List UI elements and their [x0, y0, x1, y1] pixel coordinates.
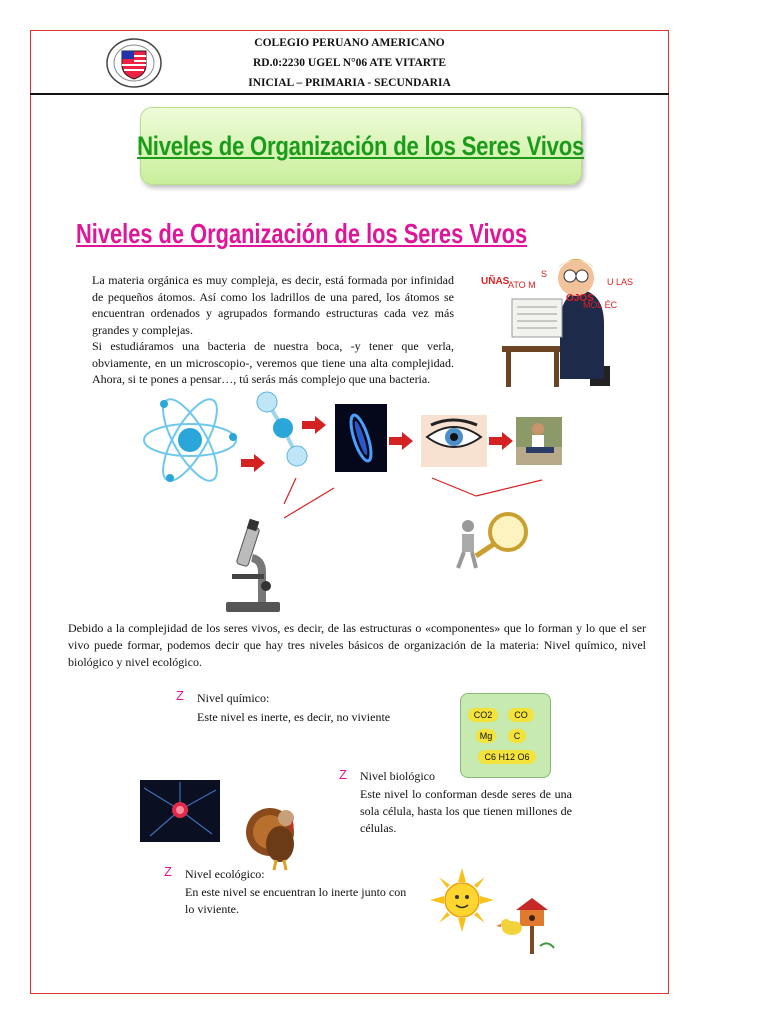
banner-title: Niveles de Organización de los Seres Vivos — [137, 130, 585, 161]
school-levels: INICIAL – PRIMARIA - SECUNDARIA — [248, 77, 451, 89]
section-title: Niveles de Organización de los Seres Vivos — [76, 218, 528, 249]
atom-icon — [140, 392, 240, 488]
reader-label-s: S — [541, 269, 548, 279]
body-paragraph: Debido a la complejidad de los seres vivos, es decir, de las estructuras o «componentes» que lo forman y lo que el ser vivo puede formar, podemos decir que hay tres niveles básicos de organización de la materia: Nivel químico, nivel biológico y nivel ecológico. — [68, 621, 646, 669]
reader-label-ojos: OJOS — [566, 293, 594, 304]
arrow-icon — [489, 432, 513, 450]
header-divider — [30, 93, 669, 95]
chem-label: C6 H12 O6 — [478, 750, 536, 764]
eye-icon — [421, 415, 487, 467]
bullet-icon: Z — [339, 767, 347, 782]
intro-paragraph-2: Si estudiáramos una bacteria de nuestra boca, -y tener que verla, obviamente, en un microscopio-, veremos que tiene una alta complejidad. Ahora, si te pones a pensar…, tú serás más complejo que una bacteria. — [92, 339, 454, 386]
turkey-illustration — [244, 792, 304, 872]
chemical-compounds-card — [460, 693, 551, 778]
bullet-icon: Z — [176, 688, 184, 703]
chemical-level-title: Nivel químico: — [197, 691, 270, 705]
chem-label: CO2 — [468, 708, 498, 722]
chem-label: CO — [508, 708, 534, 722]
school-name: COLEGIO PERUANO AMERICANO — [254, 37, 445, 49]
arrow-icon — [302, 416, 326, 434]
chem-label: C — [508, 729, 526, 743]
magnifying-glass-figure-icon — [446, 512, 532, 572]
man-reading-newspaper-illustration — [472, 244, 648, 389]
chem-label: Mg — [476, 729, 496, 743]
microscope-icon — [222, 518, 286, 614]
reader-label-atom: ATO M — [508, 280, 536, 290]
biological-level-text: Este nivel lo conforman desde seres de una sola célula, hasta los que tienen millones de células. — [360, 787, 572, 835]
birdhouse-illustration — [496, 896, 560, 956]
sun-illustration — [430, 868, 494, 932]
person-sitting-photo — [516, 417, 562, 465]
reader-label-unas: UÑAS — [481, 276, 510, 287]
ecological-level-text: En este nivel se encuentran lo inerte junto con lo viviente. — [185, 885, 407, 916]
chemical-level-text: Este nivel es inerte, es decir, no viviente — [197, 710, 391, 724]
neuron-photo — [140, 780, 220, 842]
intro-paragraph-1: La materia orgánica es muy compleja, es decir, está formada por infinidad de pequeños átomos. Así como los ladrillos de una pared, los átomos se encuentran ordenados y agrupados formando estructuras cada vez más grandes y complejas. — [92, 273, 454, 337]
biological-level-title: Nivel biológico — [360, 769, 435, 783]
school-resolution: RD.0:2230 UGEL N°06 ATE VITARTE — [252, 57, 447, 69]
reader-label-molec: MOL ÉC — [583, 300, 618, 310]
ecological-level-title: Nivel ecológico: — [185, 867, 265, 881]
arrow-icon — [389, 432, 413, 450]
bacterium-icon — [335, 404, 387, 472]
title-banner — [137, 107, 585, 185]
bullet-icon: Z — [164, 864, 172, 879]
reader-label-ulas: U LAS — [607, 277, 634, 287]
